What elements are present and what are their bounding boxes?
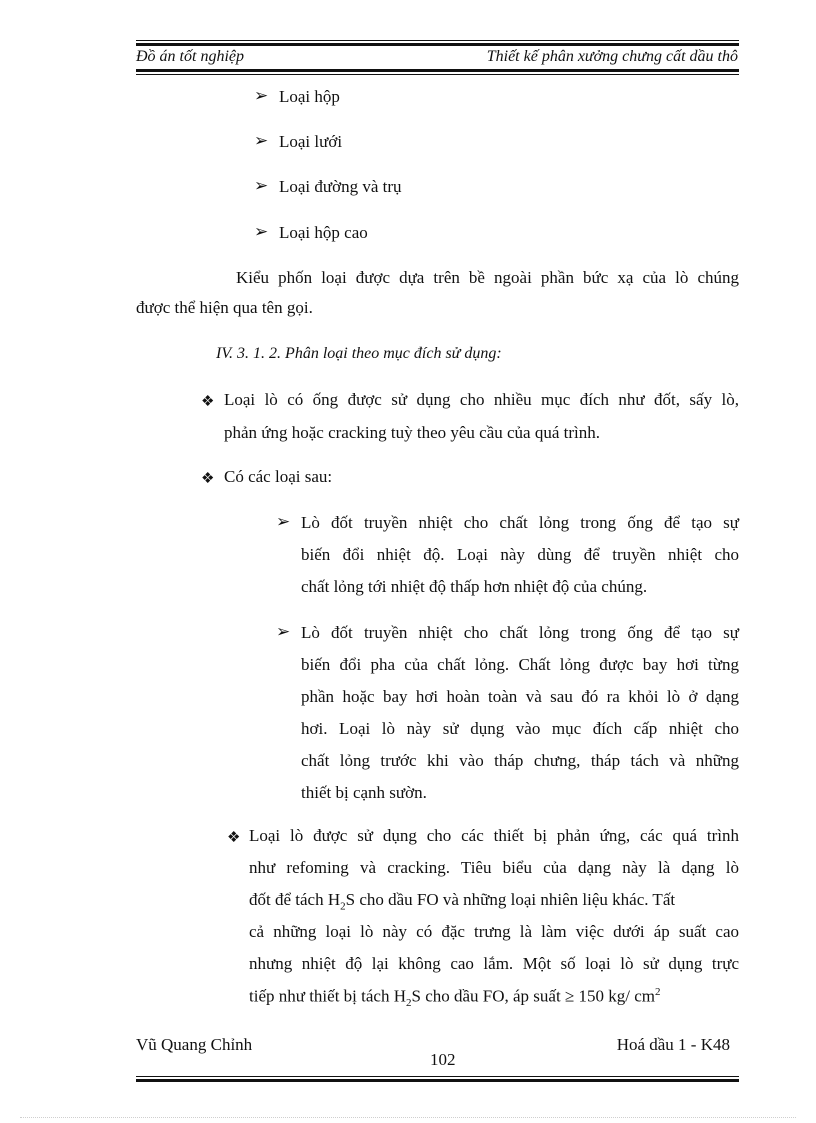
text-segment: S cho dầu FO, áp suất ≥ 150 kg/ cm [411,986,656,1006]
paragraph-line: Kiểu phốn loại được dựa trên bề ngoài phần bức xạ của lò chúng [236,268,739,287]
arrow-bullet-icon: ➢ [276,512,291,531]
sub-item-line: chất lỏng tới nhiệt độ thấp hơn nhiệt độ của chúng. [301,577,648,596]
bullet-line: như refoming và cracking. Tiêu biểu của dạng này là dạng lò [249,858,739,877]
diamond-bullet-icon: ❖ [201,394,215,410]
footer-author: Vũ Quang Chỉnh [136,1035,253,1054]
text-segment: đốt để tách H [249,890,341,909]
header-left: Đồ án tốt nghiệp [136,48,244,65]
page-edge-divider [20,1117,796,1118]
arrow-bullet-icon: ➢ [254,222,269,241]
sub-item-line: phần hoặc bay hơi hoàn toàn và sau đó ra khỏi lò ở dạng [301,687,739,706]
section-subheading: IV. 3. 1. 2. Phân loại theo mục đích sử dụng: [216,345,502,362]
header-rule [136,40,739,46]
bullet-line: phản ứng hoặc cracking tuỳ theo yêu cầu của quá trình. [224,423,600,442]
bullet-line: nhưng nhiệt độ lại không cao lắm. Một số loại lò sử dụng trực [249,954,739,973]
paragraph-line: được thể hiện qua tên gọi. [136,298,313,317]
sub-item-line: biến đổi pha của chất lỏng. Chất lỏng được bay hơi từng [301,655,739,674]
header-right: Thiết kế phân xưởng chưng cất dầu thô [486,48,738,65]
subscript: 2 [340,900,346,913]
sub-item-line: thiết bị cạnh sườn. [301,783,427,802]
arrow-bullet-icon: ➢ [254,131,269,150]
footer-class: Hoá dầu 1 - K48 [616,1035,730,1054]
arrow-bullet-icon: ➢ [254,176,269,195]
list-item: Loại hộp cao [279,223,368,242]
diamond-bullet-icon: ❖ [227,830,241,846]
footer-rule [136,1076,739,1082]
sub-item-line: Lò đốt truyền nhiệt cho chất lỏng trong ống để tạo sự [301,623,739,642]
bullet-line-h2s [249,986,661,1009]
arrow-bullet-icon: ➢ [254,86,269,105]
bullet-line: cả những loại lò này có đặc trưng là làm việc dưới áp suất cao [249,922,739,941]
text-segment: tiếp như thiết bị tách H [249,986,406,1006]
superscript: 2 [655,986,661,998]
arrow-bullet-icon: ➢ [276,622,291,641]
header-rule-lower [136,69,739,75]
page-number: 102 [430,1050,456,1069]
subscript: 2 [405,997,412,1010]
list-item: Loại đường và trụ [279,177,402,196]
sub-item-line: chất lỏng trước khi vào tháp chưng, tháp tách và những [301,751,739,770]
bullet-line: Loại lò được sử dụng cho các thiết bị phản ứng, các quá trình [249,826,739,845]
bullet-line: Có các loại sau: [224,467,333,486]
list-item: Loại hộp [279,87,340,106]
diamond-bullet-icon: ❖ [201,471,215,487]
sub-item-line: Lò đốt truyền nhiệt cho chất lỏng trong ống để tạo sự [301,513,739,532]
sub-item-line: biến đổi nhiệt độ. Loại này dùng để truyền nhiệt cho [301,545,739,564]
text-segment: S cho dầu FO và những loại nhiên liệu khác. Tất [345,890,676,909]
list-item: Loại lưới [279,132,343,151]
bullet-line: Loại lò có ống được sử dụng cho nhiều mục đích như đốt, sấy lò, [224,390,739,409]
bullet-line-h2s [249,890,739,912]
sub-item-line: hơi. Loại lò này sử dụng vào mục đích cấp nhiệt cho [301,719,739,738]
